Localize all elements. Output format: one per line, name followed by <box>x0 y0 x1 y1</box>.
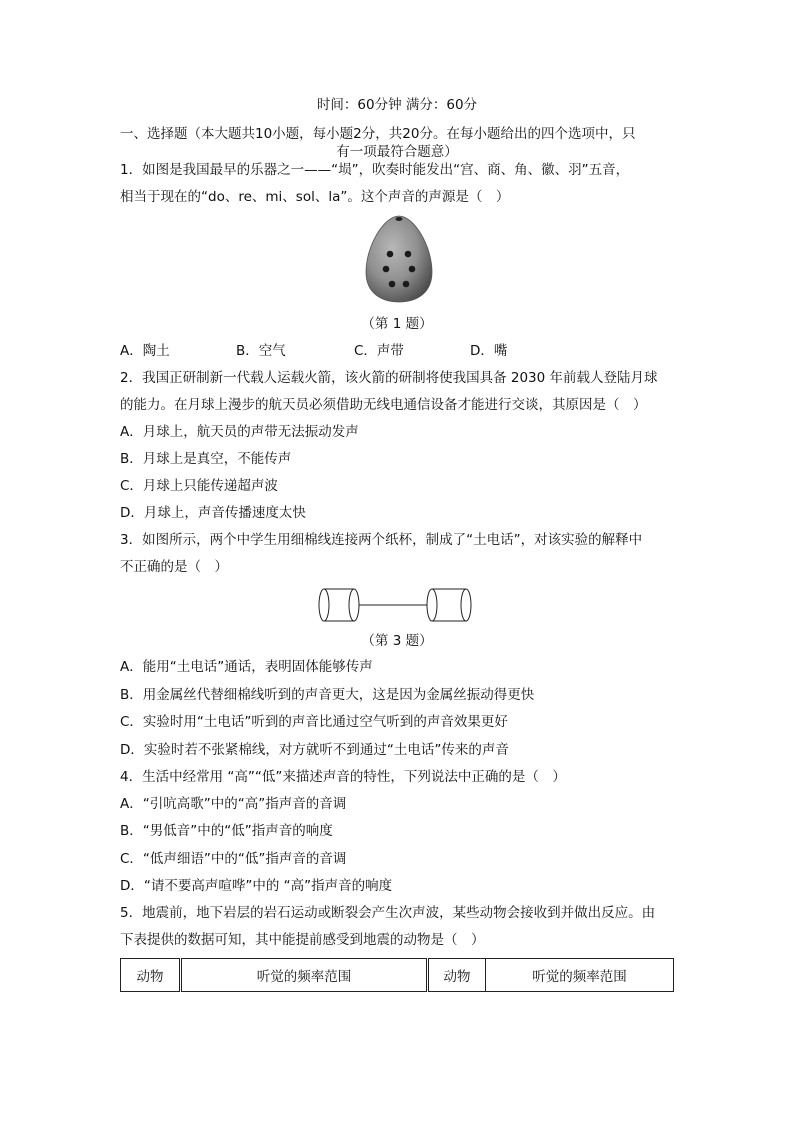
q4-option-c[interactable]: C．“低声细语”中的“低”指声音的音调 <box>120 851 347 867</box>
q4-text-line1: 4．生活中经常用 “高”“低”来描述声音的特性，下列说法中正确的是（ ） <box>120 769 566 785</box>
q4-option-b[interactable]: B．“男低音”中的“低”指声音的响度 <box>120 823 333 839</box>
q2-text-line2: 的能力。在月球上漫步的航天员必须借助无线电通信设备才能进行交谈，其原因是（ ） <box>120 397 647 413</box>
q3-text-line1: 3．如图所示，两个中学生用细棉线连接两个纸杯，制成了“土电话”，对该实验的解释中 <box>120 532 643 548</box>
table-header-range-1: 听觉的频率范围 <box>181 959 428 992</box>
table-header-animal-1: 动物 <box>121 959 181 992</box>
q2-option-a[interactable]: A．月球上，航天员的声带无法振动发声 <box>120 424 359 440</box>
q1-options <box>120 341 680 361</box>
q3-option-b[interactable]: B．用金属丝代替细棉线听到的声音更大，这是因为金属丝振动得更快 <box>120 687 535 703</box>
q4-option-d[interactable]: D．“请不要高声喧哗”中的 “高”指声音的响度 <box>120 878 393 894</box>
xun-instrument-image <box>362 214 436 304</box>
q1-option-b[interactable]: B．空气 <box>236 343 286 359</box>
exam-time-info: 时间：60分钟 满分：60分 <box>316 97 478 113</box>
q1-text-line1: 1．如图是我国最早的乐器之一——“埙”，吹奏时能发出“宫、商、角、徽、羽”五音， <box>120 162 630 178</box>
table-header-row <box>121 959 674 992</box>
q3-option-c[interactable]: C．实验时用“土电话”听到的声音比通过空气听到的声音效果更好 <box>120 714 508 730</box>
hearing-frequency-table <box>120 958 674 992</box>
q1-option-a[interactable]: A．陶土 <box>120 343 170 359</box>
q2-option-b[interactable]: B．月球上是真空，不能传声 <box>120 451 292 467</box>
q1-option-c[interactable]: C．声带 <box>354 343 404 359</box>
table-header-range-2: 听觉的频率范围 <box>486 959 674 992</box>
q2-option-c[interactable]: C．月球上只能传递超声波 <box>120 478 278 494</box>
q5-text-line2: 下表提供的数据可知，其中能提前感受到地震的动物是（ ） <box>120 932 485 948</box>
q3-text-line2: 不正确的是（ ） <box>120 559 228 575</box>
q1-figure-caption: （第 1 题） <box>361 316 433 332</box>
table-header-animal-2: 动物 <box>428 959 486 992</box>
q5-text-line1: 5．地震前，地下岩层的岩石运动或断裂会产生次声波，某些动物会接收到并做出反应。由 <box>120 905 656 921</box>
section-title-cont: 有一项最符合题意） <box>336 144 458 160</box>
q4-option-a[interactable]: A．“引吭高歌”中的“高”指声音的音调 <box>120 796 347 812</box>
q1-text-line2: 相当于现在的“do、re、mi、sol、la”。这个声音的声源是（ ） <box>120 189 510 205</box>
q1-option-d[interactable]: D．嘴 <box>470 343 508 359</box>
string-telephone-diagram <box>316 586 478 624</box>
q3-figure-caption: （第 3 题） <box>361 633 433 649</box>
q2-text-line1: 2．我国正研制新一代载人运载火箭，该火箭的研制将使我国具备 2030 年前载人登陆月球 <box>120 370 658 386</box>
q2-option-d[interactable]: D．月球上，声音传播速度太快 <box>120 505 306 521</box>
q3-option-d[interactable]: D．实验时若不张紧棉线，对方就听不到通过“土电话”传来的声音 <box>120 742 509 758</box>
q3-option-a[interactable]: A．能用“土电话”通话，表明固体能够传声 <box>120 659 373 675</box>
section-title: 一、选择题（本大题共10小题，每小题2分，共20分。在每小题给出的四个选项中，只 <box>120 126 636 142</box>
